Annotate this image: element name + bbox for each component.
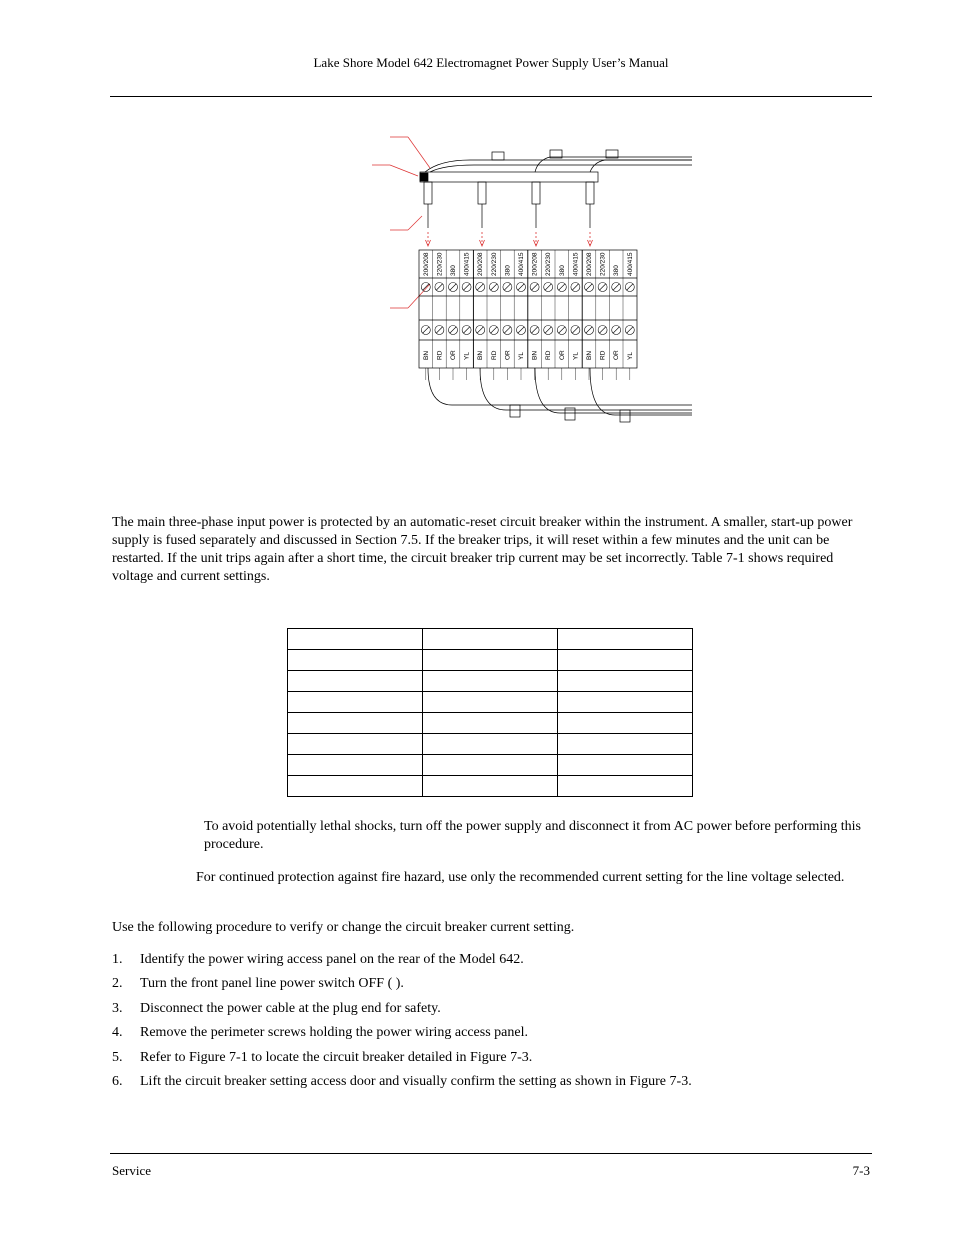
screw-slot: [627, 327, 633, 333]
table-cell: [288, 713, 423, 734]
screw-slot: [600, 327, 606, 333]
table-row: [288, 776, 693, 797]
table-cell: [423, 671, 558, 692]
step-number: 3.: [112, 1000, 123, 1016]
wire-label: YL: [572, 352, 580, 360]
callout-line-2b: [408, 137, 430, 168]
screw-slot: [613, 327, 619, 333]
wire-label: BN: [477, 350, 485, 360]
screw-slot: [559, 284, 565, 290]
screw-slot: [586, 284, 592, 290]
voltage-label: 220/230: [436, 252, 444, 276]
voltage-label: 200/208: [586, 252, 593, 276]
callout-line-1b: [390, 165, 418, 176]
step-item: [112, 1000, 872, 1024]
table-cell: [423, 692, 558, 713]
voltage-label: 400/415: [518, 252, 525, 276]
footer-rule: [110, 1153, 872, 1154]
voltage-label: 380: [504, 265, 512, 276]
wire-label: RD: [599, 350, 607, 360]
table-cell: [558, 713, 693, 734]
screw-slot: [504, 284, 510, 290]
wire-label: YL: [518, 352, 525, 360]
screw-slot: [423, 284, 429, 290]
wire-label: OR: [558, 350, 566, 360]
screw-slot: [436, 284, 442, 290]
callout-line-3b: [408, 216, 422, 230]
screw-slot: [532, 327, 538, 333]
jumper-pin: [532, 182, 540, 204]
screw-slot: [572, 284, 578, 290]
bus-bar: [420, 172, 598, 182]
wire-label: RD: [545, 350, 553, 360]
table-cell: [288, 629, 423, 650]
table-cell: [423, 629, 558, 650]
table-cell: [288, 776, 423, 797]
upper-cable-1: [425, 160, 692, 172]
voltage-label: 200/208: [477, 252, 485, 276]
screw-slot: [464, 327, 470, 333]
table-cell: [558, 755, 693, 776]
voltage-label: 400/415: [463, 252, 471, 276]
table-cell: [423, 776, 558, 797]
table-row: [288, 713, 693, 734]
step-number: 4.: [112, 1025, 123, 1041]
table-cell: [423, 755, 558, 776]
wire-label: OR: [613, 350, 621, 360]
terminal-block-figure: [360, 130, 700, 430]
screw-slot: [436, 327, 442, 333]
screw-slot: [477, 284, 483, 290]
step-text: Turn the front panel line power switch OFF ( ).: [140, 976, 404, 992]
caution-text: For continued protection against fire hazard, use only the recommended current setting for the line voltage selected.: [196, 870, 845, 885]
wire-label: YL: [463, 352, 471, 360]
wire-label: OR: [450, 350, 457, 360]
wire-label: RD: [436, 350, 444, 360]
warning-text: To avoid potentially lethal shocks, turn off the power supply and disconnect it from AC power before performing this procedure.: [204, 819, 862, 852]
wire-label: OR: [504, 350, 512, 360]
voltage-label: 200/208: [531, 252, 539, 276]
table-cell: [423, 713, 558, 734]
procedure-steps: [112, 951, 872, 1097]
screw-slot: [423, 327, 429, 333]
screw-slot: [464, 284, 470, 290]
jumper-pin: [478, 182, 486, 204]
table-cell: [288, 692, 423, 713]
jumper-pin: [586, 182, 594, 204]
voltage-label: 200/208: [422, 252, 430, 276]
jumper-pin: [424, 182, 432, 204]
screw-slot: [559, 327, 565, 333]
header-rule: [110, 96, 872, 97]
table-row: [288, 734, 693, 755]
table-cell: [288, 650, 423, 671]
procedure-intro: Use the following procedure to verify or change the circuit breaker current setting.: [112, 920, 575, 935]
screw-slot: [450, 327, 456, 333]
step-text: Lift the circuit breaker setting access door and visually confirm the setting as shown in Figure 7-3.: [140, 1073, 692, 1089]
voltage-label: 400/415: [626, 252, 634, 276]
table-row: [288, 671, 693, 692]
step-number: 5.: [112, 1049, 123, 1065]
wire-label: BN: [422, 350, 430, 360]
screw-slot: [586, 327, 592, 333]
screw-slot: [504, 327, 510, 333]
table-row: [288, 755, 693, 776]
screw-slot: [491, 284, 497, 290]
table-row: [288, 692, 693, 713]
step-number: 1.: [112, 952, 123, 967]
screw-slot: [600, 284, 606, 290]
screw-slot: [491, 327, 497, 333]
step-text: Refer to Figure 7-1 to locate the circuit breaker detailed in Figure 7-3.: [140, 1049, 533, 1065]
step-text: Remove the perimeter screws holding the power wiring access panel.: [140, 1025, 528, 1041]
table-cell: [288, 671, 423, 692]
step-text: Disconnect the power cable at the plug end for safety.: [140, 1000, 441, 1016]
header-title: Lake Shore Model 642 Electromagnet Power Supply User’s Manual: [313, 55, 669, 70]
table-cell: [558, 776, 693, 797]
table-cell: [558, 629, 693, 650]
screw-slot: [613, 284, 619, 290]
table-cell: [558, 692, 693, 713]
voltage-label: 220/230: [490, 252, 498, 276]
table-cell: [558, 734, 693, 755]
wire-label: BN: [586, 350, 593, 360]
voltage-label: 380: [558, 265, 566, 276]
wire-label: BN: [531, 350, 539, 360]
bus-bar-end: [420, 173, 428, 181]
wire-label: RD: [490, 350, 498, 360]
step-item: [112, 1073, 872, 1097]
screw-slot: [450, 284, 456, 290]
step-number: 2.: [112, 976, 123, 992]
step-item: [112, 951, 872, 975]
screw-slot: [477, 327, 483, 333]
step-text: Identify the power wiring access panel on the rear of the Model 642.: [140, 952, 524, 967]
footer-page-number: 7-3: [852, 1163, 870, 1178]
footer-section: Service: [112, 1163, 151, 1178]
settings-table: [287, 628, 693, 797]
voltage-label: 380: [613, 265, 621, 276]
upper-cable-2: [430, 165, 692, 172]
screw-slot: [518, 327, 524, 333]
screw-slot: [518, 284, 524, 290]
table-row: [288, 650, 693, 671]
screw-slot: [545, 327, 551, 333]
table-cell: [558, 650, 693, 671]
voltage-label: 220/230: [599, 252, 607, 276]
voltage-label: 380: [450, 265, 457, 276]
voltage-label: 400/415: [572, 252, 580, 276]
step-item: [112, 975, 872, 999]
voltage-label: 220/230: [545, 252, 553, 276]
paragraph-intro: The main three-phase input power is protected by an automatic-reset circuit breaker within the instrument. A smaller, start-up power supply is fused separately and discussed in Section 7.5. If the breaker trips, it will reset within a few minutes and the unit can be restarted. If the unit trips again after a short time, the circuit breaker trip current may be set incorrectly. Table 7-1 shows required voltage and current settings.: [112, 515, 853, 584]
screw-slot: [545, 284, 551, 290]
table-cell: [288, 755, 423, 776]
table-cell: [423, 650, 558, 671]
table-cell: [423, 734, 558, 755]
step-item: [112, 1049, 872, 1073]
wire-label: YL: [626, 352, 634, 360]
screw-slot: [532, 284, 538, 290]
step-number: 6.: [112, 1073, 123, 1089]
step-item: [112, 1024, 872, 1048]
screw-slot: [627, 284, 633, 290]
table-cell: [558, 671, 693, 692]
screw-slot: [572, 327, 578, 333]
table-cell: [288, 734, 423, 755]
table-row: [288, 629, 693, 650]
